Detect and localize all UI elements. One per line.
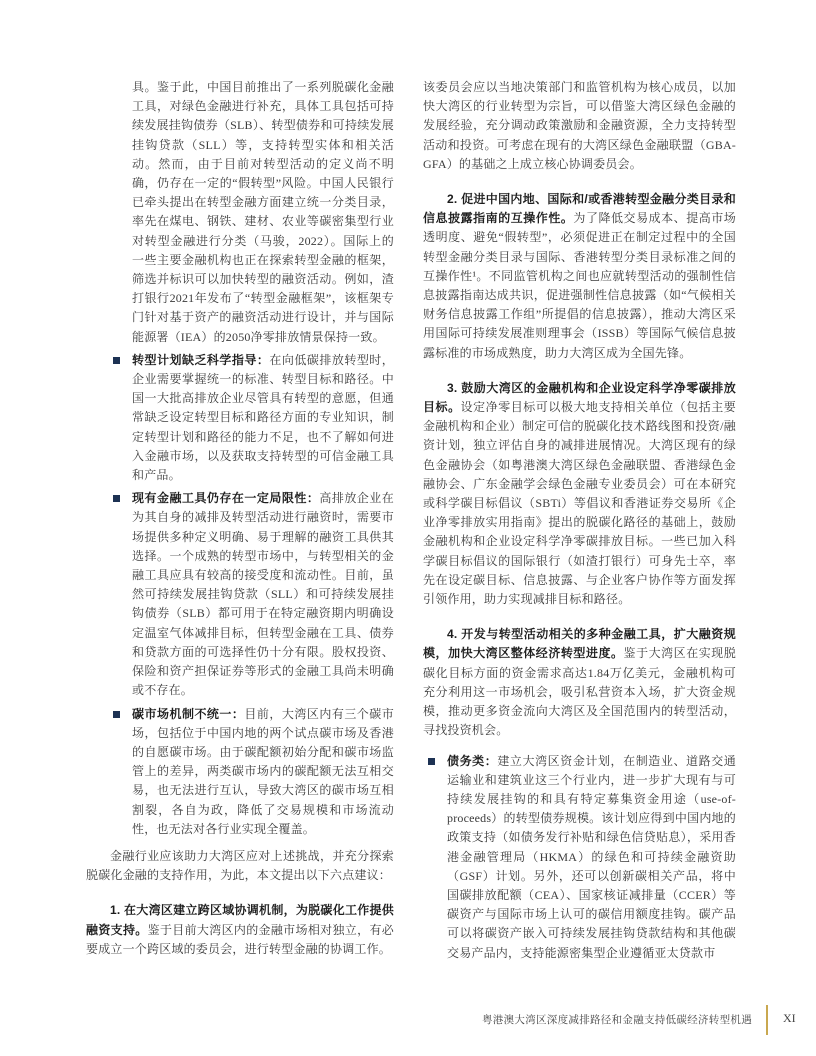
recommendation-heading: 2. 促进中国内地、国际和/或香港转型金融分类目录和信息披露指南的互操作性。 (423, 192, 736, 226)
bullet-body: 高排放企业在为其自身的减排及转型活动进行融资时，需要市场提供多种定义明确、易于理解的融资工具供其选择。一个成熟的转型市场中，与转型相关的金融工具应具有较高的接受度和流动性。目前，虽然可持续发展挂钩贷款（SLL）和可持续发展挂钩债券（SLB）都可用于在特定融资期内明确设定温室气体减排目标，但转型金融在工具、债券和贷款方面的可选择性仍十分有限。股权投资、保险和资产担保证券等形式的金融工具尚未明确或不存在。 (132, 491, 394, 698)
bullet-text (132, 351, 394, 485)
recommendation-body: 为了降低交易成本、提高市场透明度、避免“假转型”，必须促进正在制定过程中的全国转型金融分类目录与国际、香港转型分类目录标准之间的互操作性¹。不同监管机构之间也应就转型活动的强制性信息披露指南达成共识，促进强制性信息披露（如“气候相关财务信息披露工作组”所提倡的信息披露），推动大湾区采用国际可持续发展准则理事会（ISSB）等国际气候信息披露标准的市场成熟度，助力大湾区成为全国先锋。 (423, 211, 736, 360)
square-bullet-icon (113, 357, 120, 364)
square-bullet-icon (428, 758, 435, 765)
recommendation-heading: 4. 开发与转型活动相关的多种金融工具，扩大融资规模，加快大湾区整体经济转型进度。 (423, 627, 736, 661)
challenge-bullet (86, 489, 394, 700)
recommendation-3 (423, 379, 736, 609)
page-number: XI (783, 1011, 796, 1025)
right-column (423, 78, 736, 963)
challenge-bullet (86, 705, 394, 839)
recommendation-body: 鉴于目前大湾区内的金融市场相对独立，有必要成立一个跨区域的委员会，进行转型金融的协调工作。 (86, 922, 394, 956)
bullet-body: 目前，大湾区内有三个碳市场，包括位于中国内地的两个试点碳市场及香港的自愿碳市场。由于碳配额初始分配和碳市场监管上的差异，两类碳市场内的碳配额无法互相交易，也无法进行互认，导致大湾区的碳市场互相割裂，各自为政，降低了交易规模和市场流动性，也无法对各行业实现全覆盖。 (132, 706, 394, 836)
bullet-title: 碳市场机制不统一： (132, 706, 245, 721)
bullet-text (447, 752, 736, 963)
left-column (86, 78, 394, 959)
bullet-body: 建立大湾区资金计划，在制造业、道路交通运输业和建筑业这三个行业内，进一步扩大现有与可持续发展挂钩的和具有特定募集资金用途（use-of-proceeds）的转型债券规模。该计划应得到中国内地的政策支持（如债务发行补贴和绿色信贷贴息），采用香港金融管理局（HKMA）的绿色和可持续金融资助（GSF）计划。另外，还可以创新碳相关产品，将中国碳排放配额（CEA）、国家核证减排量（CCER）等碳资产与国际市场上认可的碳信用额度挂钩。碳产品可以将碳资产嵌入可持续发展挂钩贷款结构和其他碳交易产品内，支持能源密集型企业遵循亚太贷款市 (447, 753, 736, 960)
bullet-title: 转型计划缺乏科学指导： (132, 352, 270, 367)
recommendation-1 (86, 901, 394, 959)
recommendation-body: 设定净零目标可以极大地支持相关单位（包括主要金融机构和企业）制定可信的脱碳化技术路线图和投资/融资计划，独立评估自身的减排进展情况。大湾区现有的绿色金融协会（如粤港澳大湾区绿色金融联盟、香港绿色金融协会、广东金融学会绿色金融专业委员会）可在本研究或科学碳目标倡议（SBTi）等倡议和香港证券交易所《企业净零排放实用指南》提出的脱碳化路径的基础上，鼓励金融机构和企业设定科学净零碳排放目标。一些已加入科学碳目标倡议的国际银行（如渣打银行）可身先士卒，率先在设定碳目标、信息披露、与企业客户协作等方面发挥引领作用，助力实现减排目标和路径。 (423, 400, 736, 607)
square-bullet-icon (113, 495, 120, 502)
square-bullet-icon (113, 711, 120, 718)
bullet-continuation-paragraph: 具。鉴于此，中国目前推出了一系列脱碳化金融工具，对绿色金融进行补充，具体工具包括可持续发展挂钩债券（SLB）、转型债券和可持续发展挂钩贷款（SLL）等，支持转型实体和相关活动。然而，由于目前对转型活动的定义尚不明确，仍存在一定的“假转型”风险。中国人民银行已牵头提出在转型金融方面建立统一分类目录，率先在煤电、钢铁、建材、农业等碳密集型行业对转型金融进行分类（马骏，2022）。国际上的一些主要金融机构也正在探索转型金融的框架，筛选并标识可以加快转型的融资活动。例如，渣打银行2021年发布了“转型金融框架”，该框架专门针对基于资产的融资活动进行设计，并与国际能源署（IEA）的2050净零排放情景保持一致。 (132, 80, 394, 344)
recommendations-intro: 金融行业应该助力大湾区应对上述挑战，并充分探索脱碳化金融的支持作用，为此，本文提出以下六点建议： (86, 848, 394, 883)
bullet-text (132, 489, 394, 700)
bullet-title: 债务类： (447, 753, 498, 768)
bullet-body: 在向低碳排放转型时，企业需要掌握统一的标准、转型目标和路径。中国一大批高排放企业尽管具有转型的意愿，但通常缺乏设定转型目标和路径方面的专业知识，制定转型计划和路径的能力不足，也不了解如何进入金融市场，以及获取支持转型的可信金融工具和产品。 (132, 352, 394, 483)
recommendation-heading: 3. 鼓励大湾区的金融机构和企业设定科学净零碳排放目标。 (423, 380, 736, 415)
recommendation-2 (423, 190, 736, 363)
bullet-text (132, 705, 394, 839)
recommendation-heading: 1. 在大湾区建立跨区域协调机制，为脱碳化工作提供融资支持。 (86, 903, 394, 937)
bullet-title: 现有金融工具仍存在一定局限性： (132, 491, 320, 506)
footer-divider (766, 1005, 768, 1035)
recommendation-4 (423, 625, 736, 740)
recommendation-1-continuation: 该委员会应以当地决策部门和监管机构为核心成员，以加快大湾区的行业转型为宗旨，可以借鉴大湾区绿色金融的发展经验，充分调动政策激励和金融资源，全力支持转型活动和投资。可考虑在现有的大湾区绿色金融联盟（GBA-GFA）的基础之上成立核心协调委员会。 (423, 80, 736, 171)
recommendation-body: 鉴于大湾区在实现脱碳化目标方面的资金需求高达1.84万亿美元，金融机构可充分利用这一市场机会，吸引私营资本入场，扩大资金规模，推动更多资金流向大湾区及全国范围内的转型活动，寻找投资机会。 (423, 646, 736, 738)
instrument-bullet (423, 752, 736, 963)
footer-report-title: 粤港澳大湾区深度减排路径和金融支持低碳经济转型机遇 (482, 1014, 752, 1026)
challenge-bullet (86, 351, 394, 485)
